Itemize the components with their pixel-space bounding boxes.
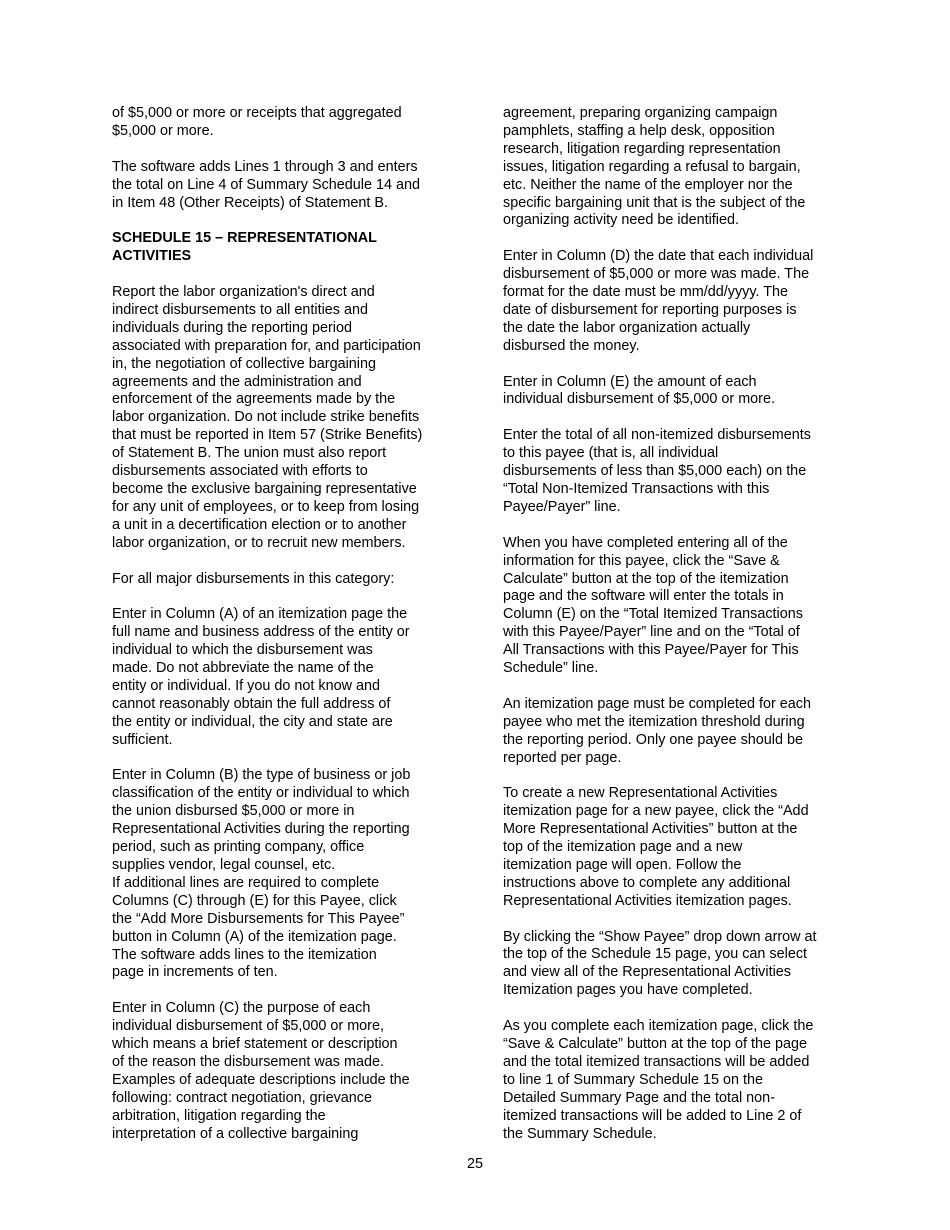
paragraph-column-c: Enter in Column (C) the purpose of each individual disbursement of $5,000 or more, which means a brief statement or description of the reason the disbursement was made. Examples of adequate descriptions include the following: contract negotiation, grievance arbitration, litigation regarding the interpretation of a collective bargaining <box>112 1000 410 1142</box>
paragraph-column-d: Enter in Column (D) the date that each individual disbursement of $5,000 or more was made. The format for the date must be mm/dd/yyyy. The date of disbursement for reporting purposes is the date the labor organization actually disbursed the money. <box>503 248 814 354</box>
paragraph-save-and-calculate: When you have completed entering all of the information for this payee, click the “Save & Calculate” button at the top of the itemization page and the software will enter the totals in Column (E) on the “Total Itemized Transactions with this Payee/Payer” line and on the “Total of All Transactions with this Payee/Payer for This Schedule” line. <box>503 534 803 677</box>
paragraph-report-disbursements: Report the labor organization's direct and indirect disbursements to all entities and individuals during the reporting period associated with preparation for, and participation in, the negotiation of collective bargaining agreements and the administration and enforcement of the agreements made by the labor organization. Do not include strike benefits that must be reported in Item 57 (Strike Benefits) of Statement B. The union must also report disbursements associated with efforts to become the exclusive bargaining representative for any unit of employees, or to keep from losing a unit in a decertification election or to another labor organization, or to recruit new members. <box>112 284 423 551</box>
paragraph-column-e: Enter in Column (E) the amount of each individual disbursement of $5,000 or more. <box>503 373 775 408</box>
page-number: 25 <box>466 1156 483 1172</box>
paragraph-column-a: Enter in Column (A) of an itemization page the full name and business address of the entity or individual to which the disbursement was made. Do not abbreviate the name of the entity or individual. If you do not know and cannot reasonably obtain the full address of the entity or individual, the city and state are sufficient. <box>112 606 410 748</box>
paragraph-show-payee: By clicking the “Show Payee” drop down arrow at the top of the Schedule 15 page, you can select and view all of the Representational Activities Itemization pages you have completed. <box>503 928 817 999</box>
section-heading-schedule-15: SCHEDULE 15 – REPRESENTATIONAL ACTIVITIES <box>112 230 377 265</box>
paragraph-create-new-itemization: To create a new Representational Activities itemization page for a new payee, click the “Add More Representational Activities” button at the top of the itemization page and a new itemization page will open. Follow the instructions above to complete any additional Representational Activities itemization pages. <box>503 785 809 909</box>
paragraph-receipts-continuation: of $5,000 or more or receipts that aggregated $5,000 or more. <box>112 105 402 139</box>
right-column <box>503 105 848 1161</box>
paragraph-for-all-major-disbursements: For all major disbursements in this category: <box>112 570 395 587</box>
paragraph-as-you-complete: As you complete each itemization page, click the “Save & Calculate” button at the top of the page and the total itemized transactions will be added to line 1 of Summary Schedule 15 on the Detailed Summary Page and the total non- itemized transactions will be added to Line 2 of the Summary Schedule. <box>503 1018 814 1142</box>
paragraph-column-c-continuation: agreement, preparing organizing campaign pamphlets, staffing a help desk, opposition research, litigation regarding representation issues, litigation regarding a refusal to bargain, etc. Neither the name of the employer nor the specific bargaining unit that is the subject of the organizing activity need be identified. <box>503 105 806 229</box>
paragraph-total-non-itemized: Enter the total of all non-itemized disbursements to this payee (that is, all individual disbursements of less than $5,000 each) on the “Total Non-Itemized Transactions with this Payee/Payer” line. <box>503 427 811 515</box>
paragraph-itemization-page-required: An itemization page must be completed for each payee who met the itemization threshold during the reporting period. Only one payee should be reported per page. <box>503 695 811 766</box>
left-column <box>112 105 457 1161</box>
paragraph-software-adds-lines: The software adds Lines 1 through 3 and enters the total on Line 4 of Summary Schedule 14 and in Item 48 (Other Receipts) of Statement B. <box>112 158 421 211</box>
paragraph-column-b: Enter in Column (B) the type of business or job classification of the entity or individual to which the union disbursed $5,000 or more in Representational Activities during the reporting period, such as printing company, office supplies vendor, legal counsel, etc. If additional lines are required to complete Columns (C) through (E) for this Payee, click the “Add More Disbursements for This Payee” button in Column (A) of the itemization page. The software adds lines to the itemization page in increments of ten. <box>112 767 411 981</box>
